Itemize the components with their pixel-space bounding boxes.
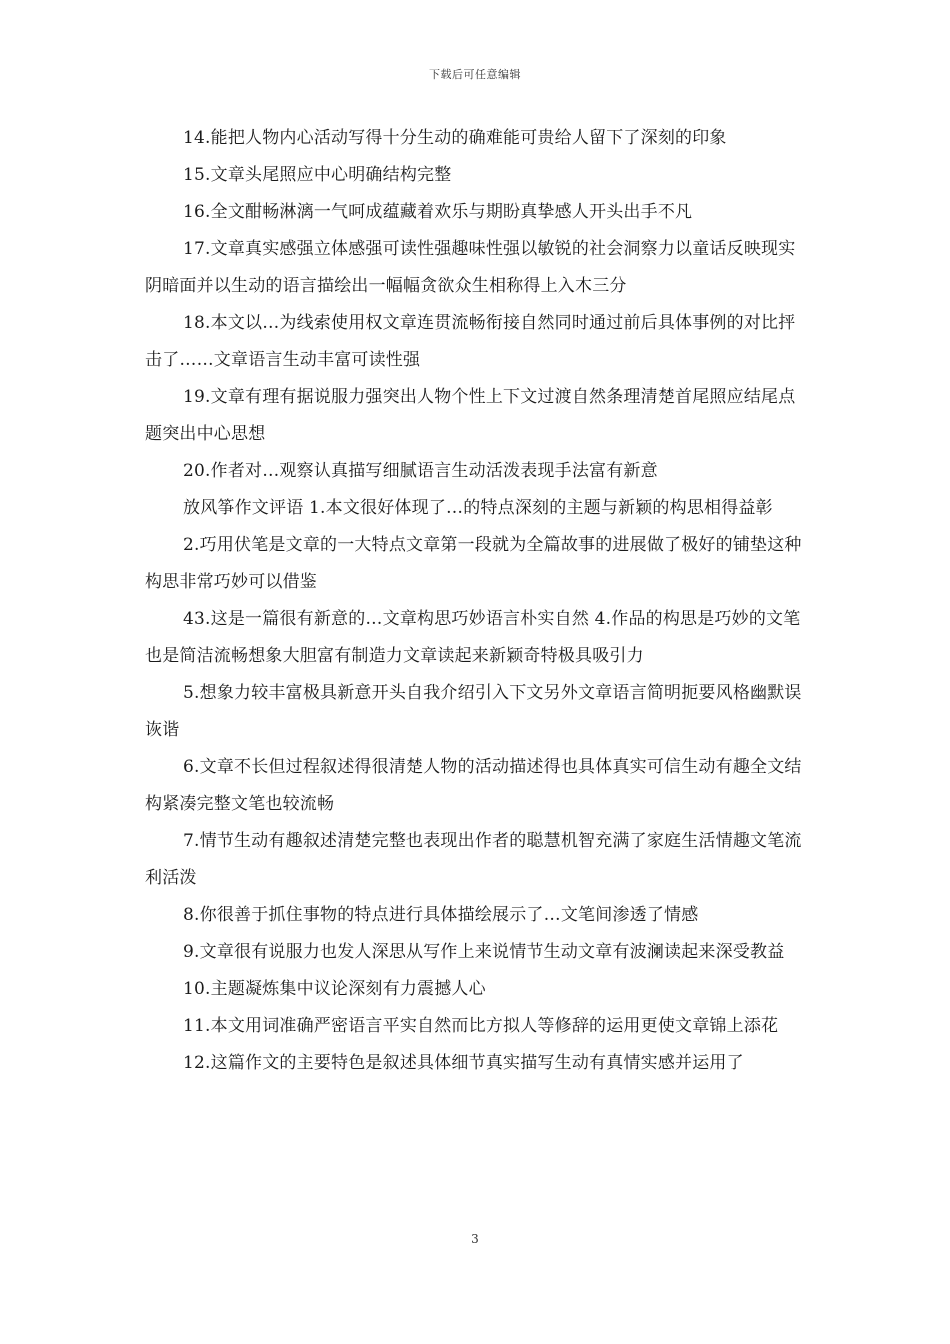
page-header: 下载后可任意编辑 — [429, 68, 521, 81]
paragraph-kite-10: 10.主题凝炼集中议论深刻有力震撼人心 — [183, 979, 486, 999]
paragraph-item-19: 19.文章有理有据说服力强突出人物个性上下文过渡自然条理清楚首尾照应结尾点题突出中心思想 — [145, 387, 796, 444]
paragraph-item-14: 14.能把人物内心活动写得十分生动的确难能可贵给人留下了深刻的印象 — [183, 128, 727, 148]
paragraph-kite-5: 5.想象力较丰富极具新意开头自我介绍引入下文另外文章语言简明扼要风格幽默误诙谐 — [145, 683, 802, 740]
paragraph-item-17: 17.文章真实感强立体感强可读性强趣味性强以敏锐的社会洞察力以童话反映现实阴暗面并以生动的语言描绘出一幅幅贪欲众生相称得上入木三分 — [145, 239, 796, 296]
paragraph-kite-8: 8.你很善于抓住事物的特点进行具体描绘展示了…文笔间渗透了情感 — [183, 905, 699, 925]
paragraph-kite-6: 6.文章不长但过程叙述得很清楚人物的活动描述得也具体真实可信生动有趣全文结构紧凑完整文笔也较流畅 — [145, 757, 802, 814]
paragraph-item-20: 20.作者对…观察认真描写细腻语言生动活泼表现手法富有新意 — [183, 461, 658, 481]
page-number: 3 — [471, 1232, 479, 1246]
paragraph-kite-9: 9.文章很有说服力也发人深思从写作上来说情节生动文章有波澜读起来深受教益 — [183, 942, 785, 962]
paragraph-kite-7: 7.情节生动有趣叙述清楚完整也表现出作者的聪慧机智充满了家庭生活情趣文笔流利活泼 — [145, 831, 802, 888]
document-body — [145, 120, 807, 1082]
paragraph-kite-3-4: 43.这是一篇很有新意的…文章构思巧妙语言朴实自然 4.作品的构思是巧妙的文笔也是简洁流畅想象大胆富有制造力文章读起来新颖奇特极具吸引力 — [145, 609, 801, 666]
paragraph-kite-12: 12.这篇作文的主要特色是叙述具体细节真实描写生动有真情实感并运用了 — [183, 1053, 744, 1073]
paragraph-kite-11: 11.本文用词准确严密语言平实自然而比方拟人等修辞的运用更使文章锦上添花 — [183, 1016, 779, 1036]
paragraph-kite-heading: 放风筝作文评语 1.本文很好体现了…的特点深刻的主题与新颖的构思相得益彰 — [183, 498, 773, 518]
paragraph-item-15: 15.文章头尾照应中心明确结构完整 — [183, 165, 452, 185]
paragraph-item-18: 18.本文以…为线索使用权文章连贯流畅衔接自然同时通过前后具体事例的对比抨击了……文章语言生动丰富可读性强 — [145, 313, 796, 370]
paragraph-kite-2: 2.巧用伏笔是文章的一大特点文章第一段就为全篇故事的进展做了极好的铺垫这种构思非常巧妙可以借鉴 — [145, 535, 802, 592]
paragraph-item-16: 16.全文酣畅淋漓一气呵成蕴藏着欢乐与期盼真挚感人开头出手不凡 — [183, 202, 693, 222]
